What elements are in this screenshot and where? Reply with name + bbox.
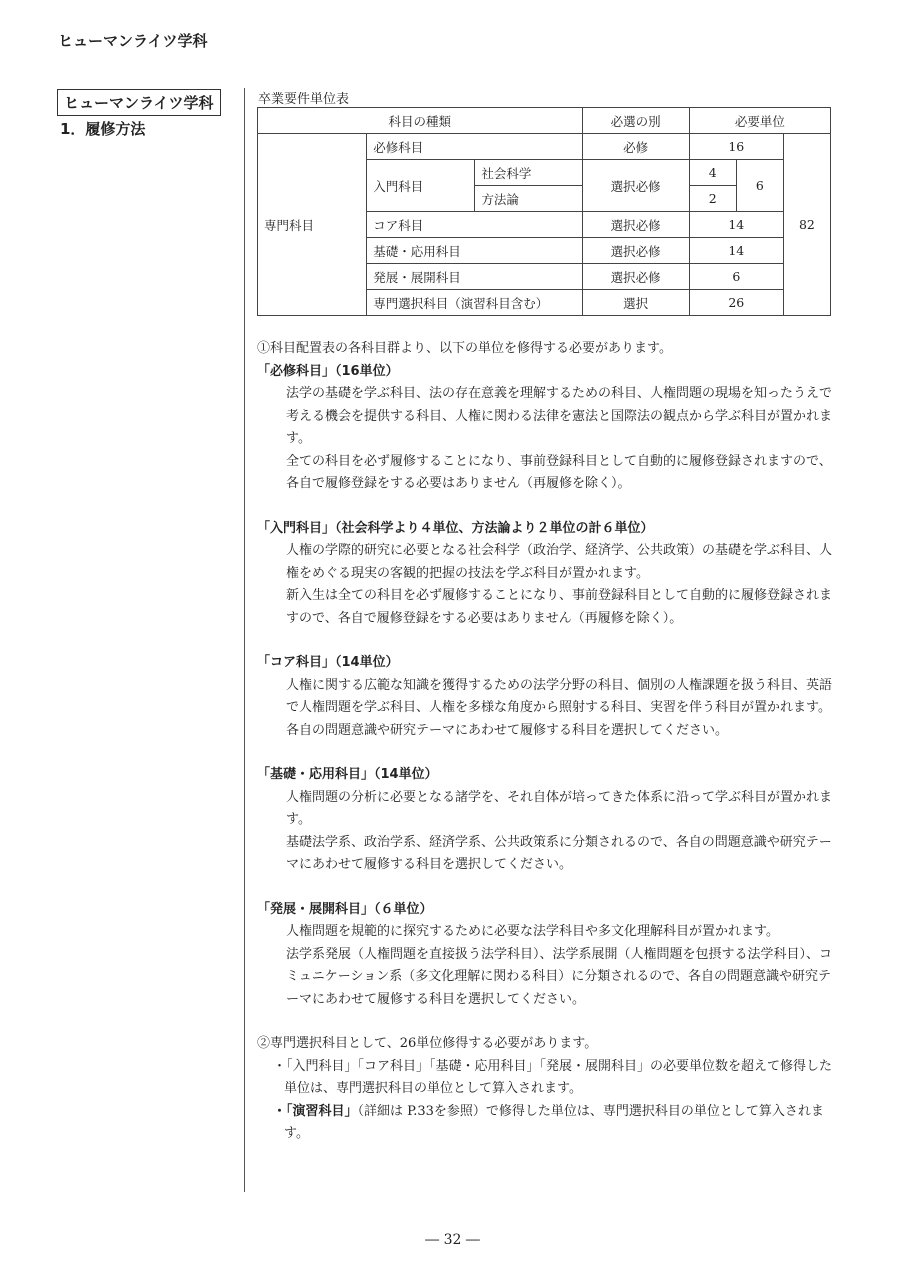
divider-line: [244, 88, 245, 1192]
section-paragraph: 人権問題の分析に必要となる諸学を、それ自体が培ってきた体系に沿って学ぶ科目が置かれます。: [286, 789, 833, 827]
requirements-table: [257, 107, 831, 316]
department-label-box: ヒューマンライツ学科: [57, 89, 221, 116]
bullet-text: （詳細は P.33を参照）で修得した単位は、専門選択科目の単位として算入されます。: [284, 1103, 824, 1141]
subject-subname: 社会科学: [475, 160, 582, 186]
section-paragraph: 人権の学際的研究に必要となる社会科学（政治学、経済学、公共政策）の基礎を学ぶ科目、人権をめぐる現実の客観的把握の技法を学ぶ科目が置かれます。: [286, 543, 833, 581]
subject-name: 発展・展開科目: [367, 264, 582, 290]
section-paragraph: 全ての科目を必ず履修することになり、事前登録科目として自動的に履修登録されますので、各自で履修登録をする必要はありません（再履修を除く）。: [286, 453, 832, 491]
header-subject-type: 科目の種類: [258, 108, 583, 134]
intro-paragraph: ①科目配置表の各科目群より、以下の単位を修得する必要があります。: [257, 341, 672, 356]
units-value: 6: [736, 160, 783, 212]
sub-units-value: 2: [689, 186, 736, 212]
section-heading-core: 「コア科目」（14単位）: [257, 655, 399, 670]
subject-subname: 方法論: [475, 186, 582, 212]
subject-name: 基礎・応用科目: [367, 238, 582, 264]
subject-name: 専門選択科目（演習科目含む）: [367, 290, 582, 316]
intro-paragraph-2: ②専門選択科目として、26単位修得する必要があります。: [257, 1036, 598, 1051]
section-heading-required: 「必修科目」（16単位）: [257, 363, 399, 379]
category-cell: 専門科目: [258, 134, 367, 316]
requirement-type: 選択必修: [582, 160, 689, 212]
bullet-item: ・「入門科目」「コア科目」「基礎・応用科目」「発展・展開科目」の必要単位数を超えて修得した単位は、専門選択科目の単位として算入されます。: [273, 1058, 833, 1096]
units-value: 16: [689, 134, 783, 160]
header-required-type: 必選の別: [582, 108, 689, 134]
section-paragraph: 新入生は全ての科目を必ず履修することになり、事前登録科目として自動的に履修登録されますので、各自で履修登録をする必要はありません（再履修を除く）。: [286, 588, 833, 626]
units-value: 26: [689, 290, 783, 316]
section-title: 1．履修方法: [60, 120, 146, 138]
section-paragraph: 法学系発展（人権問題を直接扱う法学科目）、法学系展開（人権問題を包摂する法学科目）、コミュニケーション系（多文化理解に関わる科目）に分類されるので、各自の問題意識や研究テーマにあわせて履修する科目を選択してください。: [286, 946, 833, 1007]
section-heading-basic-applied: 「基礎・応用科目」（14単位）: [257, 767, 438, 782]
section-paragraph: 法学の基礎を学ぶ科目、法の存在意義を理解するための科目、人権問題の現場を知ったうえで考える機会を提供する科目、人権に関わる法律を憲法と国際法の観点から学ぶ科目が置かれます。: [286, 386, 833, 446]
section-heading-advanced: 「発展・展開科目」（６単位）: [257, 901, 433, 917]
table-header-row: [258, 108, 831, 134]
section-paragraph: 人権に関する広範な知識を獲得するための法学分野の科目、個別の人権課題を扱う科目、英語で人権問題を学ぶ科目、人権を多様な角度から照射する科目、実習を伴う科目が置かれます。: [286, 677, 833, 715]
sub-units-value: 4: [689, 160, 736, 186]
requirement-type: 必修: [582, 134, 689, 160]
bullet-bold-label: ・「演習科目」: [273, 1103, 358, 1119]
requirement-type: 選択必修: [582, 212, 689, 238]
bullet-item: [257, 1101, 837, 1146]
table-row: [258, 134, 831, 160]
section-paragraph: 人権問題を規範的に探究するために必要な法学科目や多文化理解科目が置かれます。: [286, 924, 779, 939]
units-value: 14: [689, 212, 783, 238]
header-required-units: 必要単位: [689, 108, 830, 134]
page-number: ― 32 ―: [425, 1232, 480, 1248]
section-heading-intro: 「入門科目」（社会科学より４単位、方法論より２単位の計６単位）: [257, 520, 654, 536]
section-paragraph: 基礎法学系、政治学系、経済学系、公共政策系に分類されるので、各自の問題意識や研究テーマにあわせて履修する科目を選択してください。: [286, 834, 832, 872]
requirement-type: 選択: [582, 290, 689, 316]
total-units: 82: [783, 134, 830, 316]
units-value: 6: [689, 264, 783, 290]
subject-name: 入門科目: [367, 160, 475, 212]
page-header-title: ヒューマンライツ学科: [58, 32, 208, 50]
subject-name: 必修科目: [367, 134, 582, 160]
body-content: [257, 338, 837, 1146]
units-value: 14: [689, 238, 783, 264]
subject-name: コア科目: [367, 212, 582, 238]
requirement-type: 選択必修: [582, 264, 689, 290]
table-caption: 卒業要件単位表: [258, 92, 350, 107]
section-paragraph: 各自の問題意識や研究テーマにあわせて履修する科目を選択してください。: [286, 722, 729, 738]
requirement-type: 選択必修: [582, 238, 689, 264]
